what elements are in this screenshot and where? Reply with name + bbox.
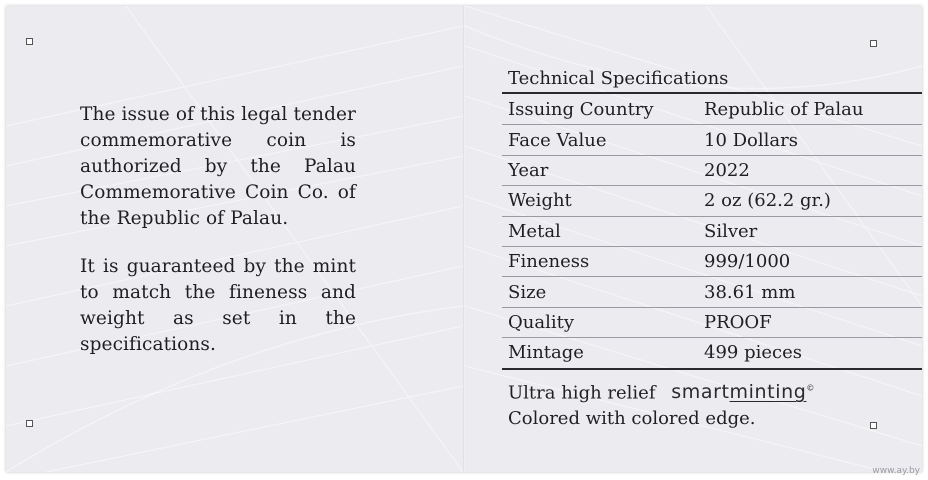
- spec-value: 10 Dollars: [698, 125, 922, 155]
- spec-label: Year: [502, 155, 698, 185]
- spec-row: [502, 338, 922, 369]
- certificate-card: [6, 6, 922, 472]
- specs-title: Technical Specifications: [508, 68, 729, 89]
- spec-value: PROOF: [698, 307, 922, 337]
- spec-label: Mintage: [502, 338, 698, 369]
- spec-value: 2022: [698, 155, 922, 185]
- spec-value: 2 oz (62.2 gr.): [698, 186, 922, 216]
- spec-row: [502, 125, 922, 155]
- spec-label: Quality: [502, 307, 698, 337]
- relief-line: [508, 376, 815, 406]
- authorization-paragraph: The issue of this legal tender commemorative coin is authorized by the Palau Commemorative Coin Co. of the Republic of Palau.: [80, 104, 356, 229]
- spec-label: Face Value: [502, 125, 698, 155]
- spec-row: [502, 277, 922, 307]
- spec-row: [502, 95, 922, 125]
- spec-label: Metal: [502, 216, 698, 246]
- spec-value: 38.61 mm: [698, 277, 922, 307]
- spec-row: [502, 307, 922, 337]
- spec-label: Fineness: [502, 246, 698, 276]
- spec-label: Size: [502, 277, 698, 307]
- smartminting-logo: smartminting©: [671, 381, 816, 404]
- spec-value: Republic of Palau: [698, 95, 922, 125]
- spec-label: Weight: [502, 186, 698, 216]
- corner-mark-bottom-right: [870, 422, 877, 429]
- spec-row: [502, 246, 922, 276]
- watermark: www.ay.by: [872, 466, 920, 476]
- relief-text: Ultra high relief: [508, 382, 656, 404]
- spec-row: [502, 186, 922, 216]
- spec-value: Silver: [698, 216, 922, 246]
- spec-value: 499 pieces: [698, 338, 922, 369]
- edge-text: Colored with colored edge.: [508, 408, 756, 429]
- corner-mark-top-right: [870, 40, 877, 47]
- guarantee-paragraph: It is guaranteed by the mint to match the fineness and weight as set in the specifications.: [80, 256, 356, 355]
- center-fold: [463, 6, 465, 472]
- spec-value: 999/1000: [698, 246, 922, 276]
- specs-top-rule: [502, 92, 922, 94]
- corner-mark-bottom-left: [26, 420, 33, 427]
- spec-label: Issuing Country: [502, 95, 698, 125]
- specs-table: [502, 95, 922, 370]
- corner-mark-top-left: [26, 38, 33, 45]
- spec-row: [502, 216, 922, 246]
- spec-row: [502, 155, 922, 185]
- authorization-text: [80, 102, 356, 380]
